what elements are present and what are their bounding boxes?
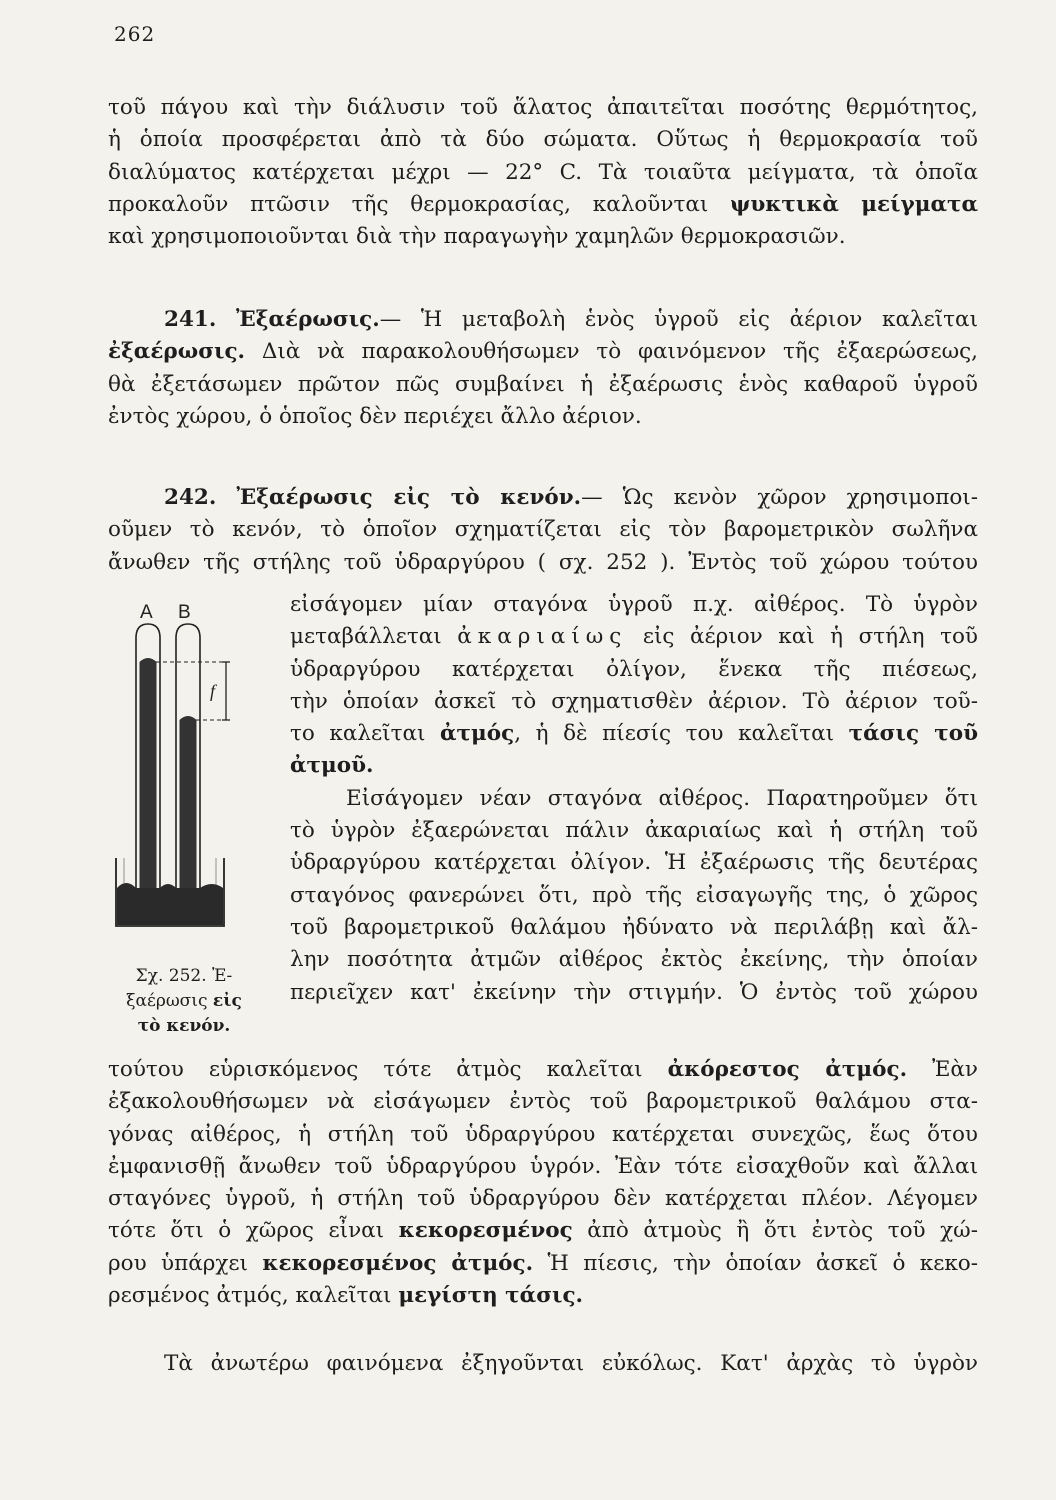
section-heading: 242. Ἐξαέρωσις εἰς τὸ κενόν.— Ὡς κενὸν χῶρον χρησιμοποι- bbox=[164, 485, 978, 510]
section-241 bbox=[108, 304, 978, 433]
text-line: ρεσμένος ἀτμός, καλεῖται μεγίστη τάσις. bbox=[108, 1283, 584, 1309]
section-heading: 241. Ἐξαέρωσις.— Ἡ μεταβολὴ ἑνὸς ὑγροῦ εἰς ἀέριον καλεῖται bbox=[164, 307, 978, 332]
text-line: το καλεῖται ἀτμός, ἡ δὲ πίεσίς του καλεῖται τάσις τοῦ bbox=[290, 721, 978, 747]
text-line: ὑδραργύρου κατέρχεται ὀλίγον. Ἡ ἐξαέρωσις τῆς δευτέρας bbox=[290, 850, 978, 876]
label-b: B bbox=[178, 602, 191, 623]
text-line: τοῦ βαρομετρικοῦ θαλάμου ἠδύνατο νὰ περιλάβῃ καὶ ἄλ- bbox=[290, 914, 978, 940]
spaced-word: ἀκαριαίως bbox=[457, 624, 628, 650]
mercury-column-a bbox=[140, 662, 157, 902]
paragraph-freezing-mixtures bbox=[108, 92, 978, 253]
text-line: σταγόνος φανερώνει ὅτι, πρὸ τῆς εἰσαγωγῆς της, ὁ χῶρος bbox=[290, 882, 978, 908]
text-line: σταγόνες ὑγροῦ, ἡ στήλη τοῦ ὑδραργύρου δὲν κατέρχεται πλέον. Λέγομεν bbox=[108, 1186, 978, 1212]
text-line: περιεῖχεν κατ' ἐκείνην τὴν στιγμήν. Ὁ ἐντὸς τοῦ χώρου bbox=[290, 979, 978, 1005]
page-number: 262 bbox=[114, 22, 156, 46]
text-after-figure bbox=[108, 1054, 978, 1312]
term-vapor: ἀτμός bbox=[440, 721, 515, 747]
text-line: τότε ὅτι ὁ χῶρος εἶναι κεκορεσμένος ἀπὸ ἀτμοὺς ἢ ὅτι ἐντὸς τοῦ χώ- bbox=[108, 1218, 978, 1244]
term-evaporation: ἐξαέρωσις. bbox=[108, 339, 246, 365]
caption-line: τὸ κενόν. bbox=[137, 1016, 231, 1036]
paragraph-explanation bbox=[108, 1348, 978, 1380]
label-f: f bbox=[210, 681, 216, 701]
mercury-column-b bbox=[180, 720, 197, 902]
text-line: ἐντὸς χώρου, ὁ ὁποῖος δὲν περιέχει ἄλλο ἀέριον. bbox=[108, 403, 642, 429]
text-line: προκαλοῦν πτῶσιν τῆς θερμοκρασίας, καλοῦνται ψυκτικὰ μείγματα bbox=[108, 191, 979, 217]
section-title: Ἐξαέρωσις. bbox=[236, 307, 380, 332]
term-vapor-pressure: τάσις τοῦ bbox=[848, 721, 978, 747]
text-line: ἐξακολουθήσωμεν νὰ εἰσάγωμεν ἐντὸς τοῦ βαρομετρικοῦ θαλάμου στα- bbox=[108, 1089, 978, 1115]
text-line: μεταβάλλεται ἀκαριαίως εἰς ἀέριον καὶ ἡ στήλη τοῦ bbox=[290, 624, 978, 650]
text-line: τούτου εὑρισκόμενος τότε ἀτμὸς καλεῖται ἀκόρεστος ἀτμός. Ἐὰν bbox=[108, 1057, 978, 1082]
text-line: καὶ χρησιμοποιοῦνται διὰ τὴν παραγωγὴν χαμηλῶν θερμοκρασιῶν. bbox=[108, 224, 846, 250]
text-line: ἐμφανισθῇ ἄνωθεν τοῦ ὑδραργύρου ὑγρόν. Ἐὰν τότε εἰσαχθοῦν καὶ ἄλλαι bbox=[108, 1153, 978, 1179]
text-line: εἰσάγομεν μίαν σταγόνα ὑγροῦ π.χ. αἰθέρος. Τὸ ὑγρὸν bbox=[290, 592, 978, 617]
text-line: θὰ ἐξετάσωμεν πρῶτον πῶς συμβαίνει ἡ ἐξαέρωσις ἑνὸς καθαροῦ ὑγροῦ bbox=[108, 371, 978, 397]
text-line: ἀτμοῦ. bbox=[290, 753, 374, 779]
text-line: τοῦ πάγου καὶ τὴν διάλυσιν τοῦ ἅλατος ἀπαιτεῖται ποσότης θερμότητος, bbox=[108, 95, 978, 120]
figure-252 bbox=[106, 596, 266, 960]
barometer-tubes-diagram bbox=[106, 596, 266, 956]
term-freezing-mixtures: ψυκτικὰ μείγματα bbox=[730, 191, 979, 217]
mercury-pool bbox=[117, 888, 223, 925]
text-line: ρου ὑπάρχει κεκορεσμένος ἀτμός. Ἡ πίεσις, τὴν ὁποίαν ἀσκεῖ ὁ κεκο- bbox=[108, 1250, 979, 1276]
text-line: Τὰ ἀνωτέρω φαινόμενα ἐξηγοῦνται εὐκόλως. Κατ' ἀρχὰς τὸ ὑγρὸν bbox=[164, 1351, 978, 1376]
text-line: τὸ ὑγρὸν ἐξαερώνεται πάλιν ἀκαριαίως καὶ ἡ στήλη τοῦ bbox=[290, 818, 978, 844]
section-242 bbox=[108, 482, 978, 579]
text-line: οῦμεν τὸ κενόν, τὸ ὁποῖον σχηματίζεται εἰς τὸν βαρομετρικὸν σωλῆνα bbox=[108, 517, 978, 543]
term-unsaturated-vapor: ἀκόρεστος ἀτμός. bbox=[667, 1057, 908, 1082]
text-line: διαλύματος κατέρχεται μέχρι — 22° C. Τὰ τοιαῦτα μείγματα, τὰ ὁποῖα bbox=[108, 159, 978, 185]
term-maximum-pressure: μεγίστη τάσις. bbox=[398, 1283, 584, 1309]
text-beside-figure bbox=[290, 589, 978, 1009]
label-a: A bbox=[140, 602, 153, 623]
text-line: τὴν ὁποίαν ἀσκεῖ τὸ σχηματισθὲν ἀέριον. Τὸ ἀέριον τοῦ- bbox=[290, 688, 978, 714]
caption-line: ξαέρωσις εἰς bbox=[126, 991, 242, 1011]
text-line: γόνας αἰθέρος, ἡ στήλη τοῦ ὑδραργύρου κατέρχεται συνεχῶς, ἕως ὅτου bbox=[108, 1121, 978, 1147]
text-line: λην ποσότητα ἀτμῶν αἰθέρος ἐκτὸς ἐκείνης, τὴν ὁποίαν bbox=[290, 947, 978, 973]
text-line: ἡ ὁποία προσφέρεται ἀπὸ τὰ δύο σώματα. Οὕτως ἡ θερμοκρασία τοῦ bbox=[108, 127, 978, 153]
text-line: ἄνωθεν τῆς στήλης τοῦ ὑδραργύρου ( σχ. 252 ). Ἐντὸς τοῦ χώρου τούτου bbox=[108, 549, 978, 575]
caption-line: Σχ. 252. Ἐ- bbox=[135, 966, 233, 986]
term-saturated-vapor: κεκορεσμένος ἀτμός. bbox=[262, 1250, 534, 1276]
text-line: ὑδραργύρου κατέρχεται ὀλίγον, ἕνεκα τῆς πιέσεως, bbox=[290, 656, 978, 682]
text-line: ἐξαέρωσις. Διὰ νὰ παρακολουθήσωμεν τὸ φαινόμενον τῆς ἐξαερώσεως, bbox=[108, 339, 978, 365]
text-line: Εἰσάγομεν νέαν σταγόνα αἰθέρος. Παρατηροῦμεν ὅτι bbox=[346, 785, 978, 811]
figure-caption bbox=[106, 964, 262, 1039]
section-title: Ἐξαέρωσις εἰς τὸ κενόν. bbox=[236, 485, 582, 510]
term-saturated: κεκορεσμένος bbox=[398, 1218, 573, 1244]
